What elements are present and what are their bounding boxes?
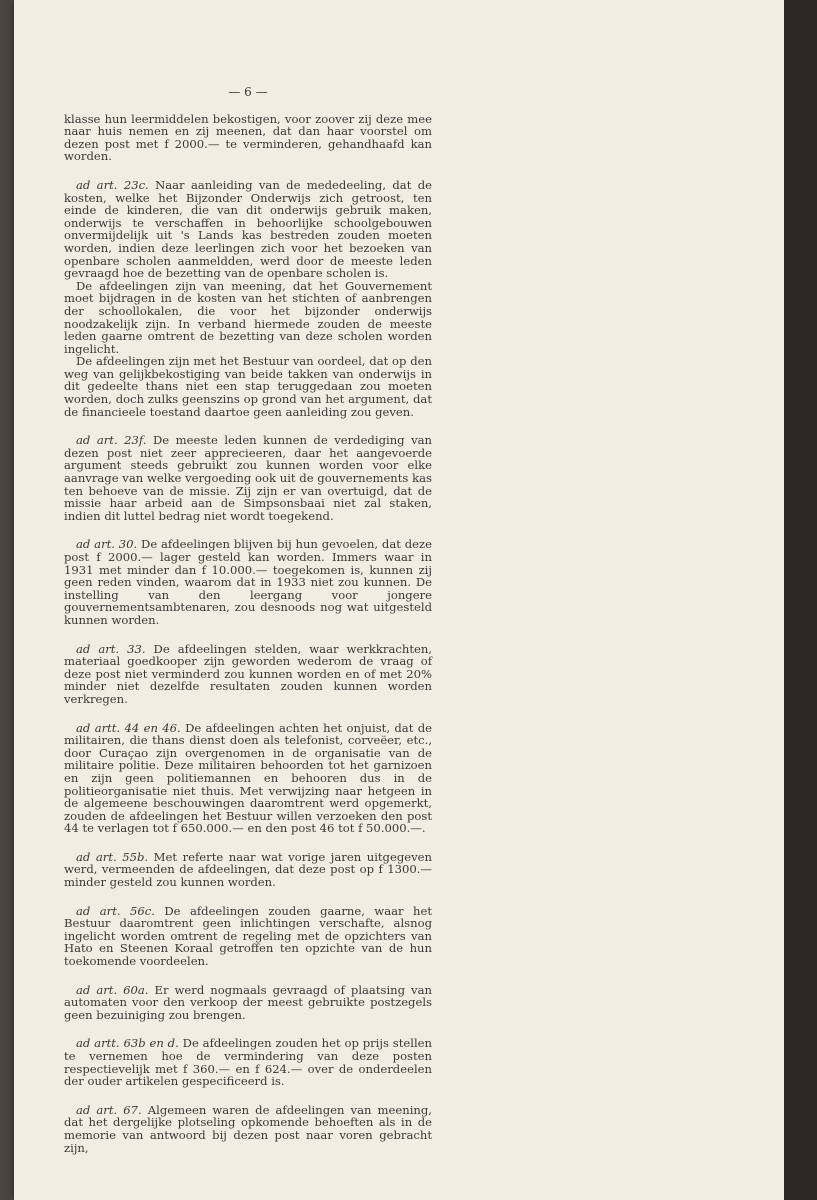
paragraph-text: De afdeelingen achten het onjuist, dat de militairen, die thans dienst doen als telefonist, corveëer, etc., door Curaçao zijn overgenomen in de organisatie van de militaire politie. Deze militairen behoorden tot het garnizoen en zijn geen politiemannen en behooren dus in de politieorganisatie niet thuis. Met verwijzing naar hetgeen in de algemeene beschouwingen daaromtrent werd opgemerkt, zouden de afdeelingen het Bestuur willen verzoeken den post 44 te verlagen tot f 650.000.— en den post 46 tot f 50.000.—. xyxy=(64,720,432,836)
article-reference: ad art. 23c. xyxy=(76,177,149,192)
document-text-column xyxy=(64,86,432,1154)
article-reference: ad art. 67. xyxy=(76,1102,142,1117)
paragraph xyxy=(64,113,432,163)
paragraph xyxy=(64,280,432,356)
article-reference: ad art. 30. xyxy=(76,537,138,552)
article-reference: ad artt. 44 en 46. xyxy=(76,720,181,735)
paragraph xyxy=(64,179,432,280)
paragraph xyxy=(64,905,432,968)
page-number: — 6 — xyxy=(228,85,268,99)
article-reference: ad artt. 63b en d. xyxy=(76,1036,179,1051)
paragraph-text: Algemeen waren de afdeelingen van meening, dat het dergelijke plotseling opkomende behoeften als in de memorie van antwoord bij dezen post naar voren gebracht zijn, xyxy=(64,1102,432,1155)
paragraph-text: Met referte naar wat vorige jaren uitgegeven werd, vermeenden de afdeelingen, dat deze post op f 1300.— minder gesteld zou kunnen worden. xyxy=(64,849,432,890)
paragraph xyxy=(64,434,432,522)
paragraph-text: De afdeelingen zouden het op prijs stellen te vernemen hoe de vermindering van deze posten respectievelijk met f 360.— en f 624.— over de onderdeelen der ouder artikelen gespecificeerd is. xyxy=(64,1036,432,1089)
scan-binding-edge xyxy=(784,0,817,1200)
article-reference: ad art. 23f. xyxy=(76,433,147,448)
paragraph-text: De afdeelingen zouden gaarne, waar het Bestuur daaromtrent geen inlichtingen verschafte, alsnog ingelicht worden omtrent de regeling met de opzichters van Hato en Steenen Koraal getroffen ten opzichte van de hun toekomende voordeelen. xyxy=(64,903,433,969)
paragraph xyxy=(64,355,432,418)
paragraph xyxy=(64,1104,432,1154)
paragraph xyxy=(64,851,432,889)
paragraph-text: De afdeelingen zijn met het Bestuur van oordeel, dat op den weg van gelijkbekostiging van beide takken van onderwijs in dit gedeelte thans niet een stap teruggedaan zou moeten worden, doch zulks geenszins op grond van het argument, dat de financieele toestand daartoe geen aanleiding zou geven. xyxy=(64,354,432,419)
paragraph-text: De meeste leden kunnen de verdediging van dezen post niet zeer apprecieeren, daar het aangevoerde argument steeds gebruikt zou kunnen worden voor elke aanvrage van welke vergoeding ook uit de gouvernements kas ten behoeve van de missie. Zij zijn er van overtuigd, dat de missie haar arbeid aan de Simpsonsbaai niet zal staken, indien dit luttel bedrag niet wordt toegekend. xyxy=(64,433,433,523)
paragraph-text: Naar aanleiding van de mededeeling, dat de kosten, welke het Bijzonder Onderwijs zich getroost, ten einde de kinderen, die van dit onderwijs gebruik maken, onderwijs te verschaffen in behoorlijke schoolgebouwen onvermijdelijk uit 's Lands kas bestreden zouden moeten worden, indien deze leerlingen zich voor het bezoeken van openbare scholen aanmeldden, werd door de meeste leden gevraagd hoe de bezetting van de openbare scholen is. xyxy=(64,177,432,281)
paragraph xyxy=(64,643,432,706)
paragraph-text: Er werd nogmaals gevraagd of plaatsing van automaten voor den verkoop der meest gebruikte postzegels geen bezuiniging zou brengen. xyxy=(64,982,432,1022)
document-page xyxy=(14,0,784,1200)
paragraph xyxy=(64,984,432,1022)
article-reference: ad art. 33. xyxy=(76,641,146,656)
paragraph xyxy=(64,538,432,626)
paragraph-text: De afdeelingen blijven bij hun gevoelen, dat deze post f 2000.— lager gesteld kan worden. Immers waar in 1931 met minder dan f 10.000.— toegekomen is, kunnen zij geen reden vinden, waarom dat in 1933 niet zou kunnen. De instelling van den leergang voor jongere gouvernementsambtenaren, zou desnoods nog wat uitgesteld kunnen worden. xyxy=(64,537,432,627)
article-reference: ad art. 56c. xyxy=(76,903,155,918)
paragraph-text: De afdeelingen stelden, waar werkkrachten, materiaal goedkooper zijn geworden wederom de vraag of deze post niet verminderd zou kunnen worden en of met 20% minder niet dezelfde resultaten zouden kunnen worden verkregen. xyxy=(64,641,432,706)
paragraph xyxy=(64,722,432,835)
paragraph xyxy=(64,1037,432,1087)
article-reference: ad art. 55b. xyxy=(76,849,149,864)
paragraph-text: klasse hun leermiddelen bekostigen, voor zoover zij deze mee naar huis nemen en zij meenen, dat dan haar voorstel om dezen post met f 2000.— te verminderen, gehandhaafd kan worden. xyxy=(64,111,432,164)
paragraph-text: De afdeelingen zijn van meening, dat het Gouvernement moet bijdragen in de kosten van het stichten of aanbrengen der schoollokalen, die voor het bijzonder onderwijs noodzakelijk zijn. In verband hiermede zouden de meeste leden gaarne omtrent de bezetting van deze scholen worden ingelicht. xyxy=(64,278,432,356)
article-reference: ad art. 60a. xyxy=(76,982,149,997)
paragraph-list xyxy=(64,113,432,1155)
